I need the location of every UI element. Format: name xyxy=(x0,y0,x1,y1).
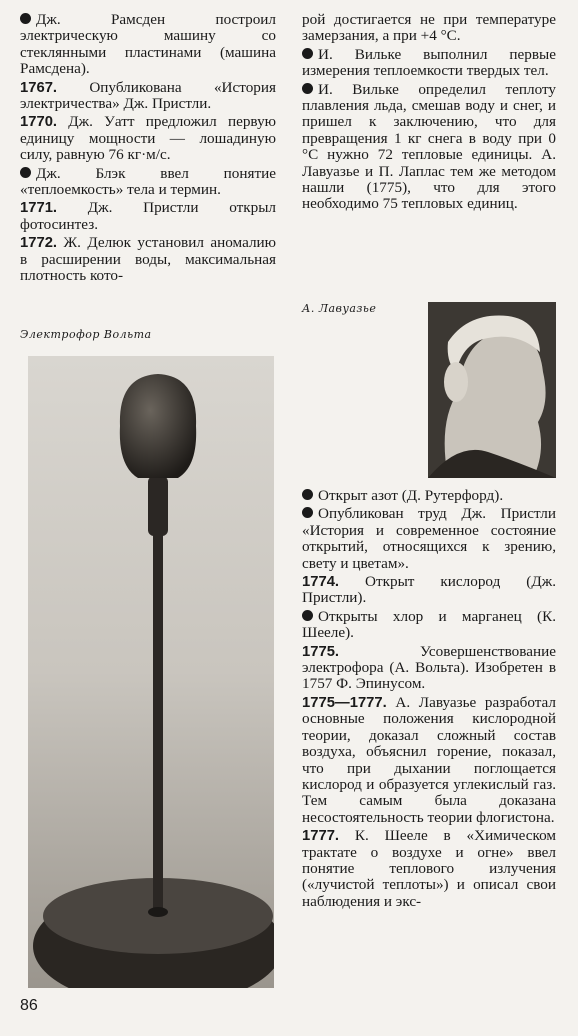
caption-electrophor: Электрофор Вольта xyxy=(20,328,152,341)
bullet-icon xyxy=(302,489,313,500)
entry: Открыты хлор и марганец (К. Шееле). xyxy=(302,607,556,642)
entry: Опубликован труд Дж. Пристли «История и современное состояние открытий, относящихся к зрению, свету и цветам». xyxy=(302,505,556,572)
caption-lavoisier: А. Лавуазье xyxy=(302,302,377,315)
lavoisier-portrait xyxy=(428,302,556,478)
right-column-bottom xyxy=(302,488,556,912)
entry: 1775. Усовершенствование электрофора (А. Вольта). Изобретен в 1757 Ф. Эпинусом. xyxy=(302,642,556,693)
entry: 1774. Открыт кислород (Дж. Пристли). xyxy=(302,573,556,607)
page-number: 86 xyxy=(20,997,38,1014)
bullet-icon xyxy=(302,610,313,621)
entry: Дж. Блэк ввел понятие «теплоемкость» тела и термин. xyxy=(20,164,276,199)
entry: 1777. К. Шееле в «Химическом трактате о воздухе и огне» ввел понятие теплового излучения («лучистой теплоты») и описал свои наблюдения и экс- xyxy=(302,827,557,910)
left-column xyxy=(20,12,276,287)
bullet-icon xyxy=(302,83,313,94)
entry: Дж. Рамсден построил электрическую машину со стеклянными пластинами (машина Рамсдена). xyxy=(20,11,276,78)
entry: И. Вильке выполнил первые измерения теплоемкости твердых тел. xyxy=(302,45,556,80)
right-column-top xyxy=(302,12,556,215)
entry: рой достигается не при температуре замерзания, а при +4 °С. xyxy=(302,11,556,45)
entry: 1767. Опубликована «История электричества» Дж. Пристли. xyxy=(20,78,276,113)
bullet-icon xyxy=(20,167,31,178)
entry: Открыт азот (Д. Рутерфорд). xyxy=(302,488,556,504)
bullet-icon xyxy=(20,13,31,24)
bullet-icon xyxy=(302,48,313,59)
entry: 1772. Ж. Делюк установил аномалию в расширении воды, максимальная плотность кото- xyxy=(20,234,276,285)
entry: 1775—1777. А. Лавуазье разработал основные положения кислородной теории, доказал сложный состав воздуха, объяснил горение, показал, что при дыхании поглощается кислород и образуется углекислый газ. Тем самым была доказана несостоятельность теории флогистона. xyxy=(302,693,556,826)
bullet-icon xyxy=(302,507,313,518)
entry: 1770. Дж. Уатт предложил первую единицу мощности — лошадиную силу, равную 76 кг·м/с. xyxy=(20,113,277,164)
entry: И. Вильке определил теплоту плавления льда, смешав воду и снег, и пришел к заключению, что для превращения 1 кг снега в воду при 0 °С нужно 72 тепловые единицы. А. Лавуазье и П. Лаплас тем же методом нашли (1775), что для этого необходимо 75 тепловых единиц. xyxy=(302,80,556,213)
electrophor-photo xyxy=(28,356,274,988)
entry: 1771. Дж. Пристли открыл фотосинтез. xyxy=(20,199,276,233)
